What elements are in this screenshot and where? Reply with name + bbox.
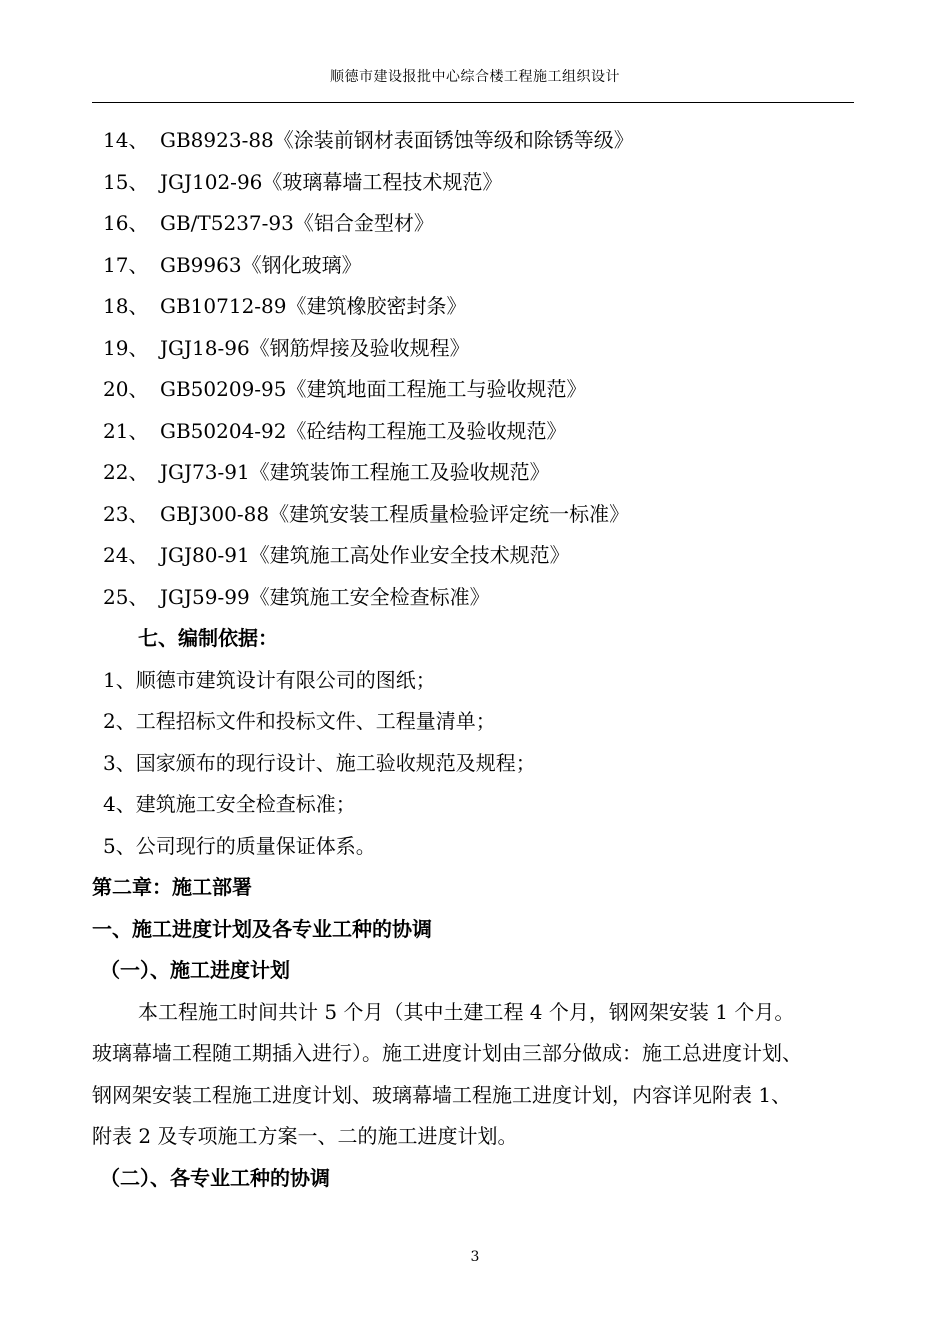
item-number: 23、 [103, 502, 149, 526]
item-number: 19、 [103, 336, 149, 360]
item-number: 16、 [103, 211, 149, 235]
item-text: GB50204-92《砼结构工程施工及验收规范》 [160, 419, 567, 443]
section-heading: 七、编制依据： [138, 626, 278, 650]
section-heading: 一、施工进度计划及各专业工种的协调 [92, 917, 432, 941]
list-item: 5、公司现行的质量保证体系。 [103, 834, 376, 858]
paragraph-line: 玻璃幕墙工程随工期插入进行）。施工进度计划由三部分做成：施工总进度计划、 [92, 1041, 802, 1065]
item-number: 25、 [103, 585, 149, 609]
chapter-title: 第二章：施工部署 [92, 875, 252, 899]
item-number: 22、 [103, 460, 149, 484]
subsection-heading: （一）、施工进度计划 [100, 958, 290, 982]
list-item: 1、顺德市建筑设计有限公司的图纸； [103, 668, 436, 692]
item-text: JGJ80-91《建筑施工高处作业安全技术规范》 [160, 543, 570, 567]
item-text: GB9963《钢化玻璃》 [160, 253, 362, 277]
item-text: JGJ59-99《建筑施工安全检查标准》 [160, 585, 490, 609]
paragraph-line: 附表 2 及专项施工方案一、二的施工进度计划。 [92, 1124, 518, 1148]
item-text: GB10712-89《建筑橡胶密封条》 [160, 294, 467, 318]
item-number: 20、 [103, 377, 149, 401]
paragraph-line: 钢网架安装工程施工进度计划、玻璃幕墙工程施工进度计划，内容详见附表 1、 [92, 1083, 792, 1107]
item-number: 15、 [103, 170, 149, 194]
list-item: 2、工程招标文件和投标文件、工程量清单； [103, 709, 496, 733]
item-text: GB/T5237-93《铝合金型材》 [160, 211, 434, 235]
item-number: 14、 [103, 128, 149, 152]
item-text: GB8923-88《涂装前钢材表面锈蚀等级和除锈等级》 [160, 128, 634, 152]
subsection-heading: （二）、各专业工种的协调 [100, 1166, 330, 1190]
item-text: JGJ102-96《玻璃幕墙工程技术规范》 [160, 170, 503, 194]
item-text: GB50209-95《建筑地面工程施工与验收规范》 [160, 377, 587, 401]
item-text: GBJ300-88《建筑安装工程质量检验评定统一标准》 [160, 502, 630, 526]
item-number: 18、 [103, 294, 149, 318]
item-number: 17、 [103, 253, 149, 277]
item-number: 21、 [103, 419, 149, 443]
header-rule [92, 102, 854, 103]
list-item: 3、国家颁布的现行设计、施工验收规范及规程； [103, 751, 536, 775]
page-number: 3 [470, 1249, 480, 1265]
paragraph-line: 本工程施工时间共计 5 个月（其中土建工程 4 个月，钢网架安装 1 个月。 [138, 1000, 795, 1024]
list-item: 4、建筑施工安全检查标准； [103, 792, 356, 816]
page-header: 顺德市建设报批中心综合楼工程施工组织设计 [330, 69, 620, 85]
item-text: JGJ18-96《钢筋焊接及验收规程》 [160, 336, 470, 360]
item-number: 24、 [103, 543, 149, 567]
item-text: JGJ73-91《建筑装饰工程施工及验收规范》 [160, 460, 550, 484]
